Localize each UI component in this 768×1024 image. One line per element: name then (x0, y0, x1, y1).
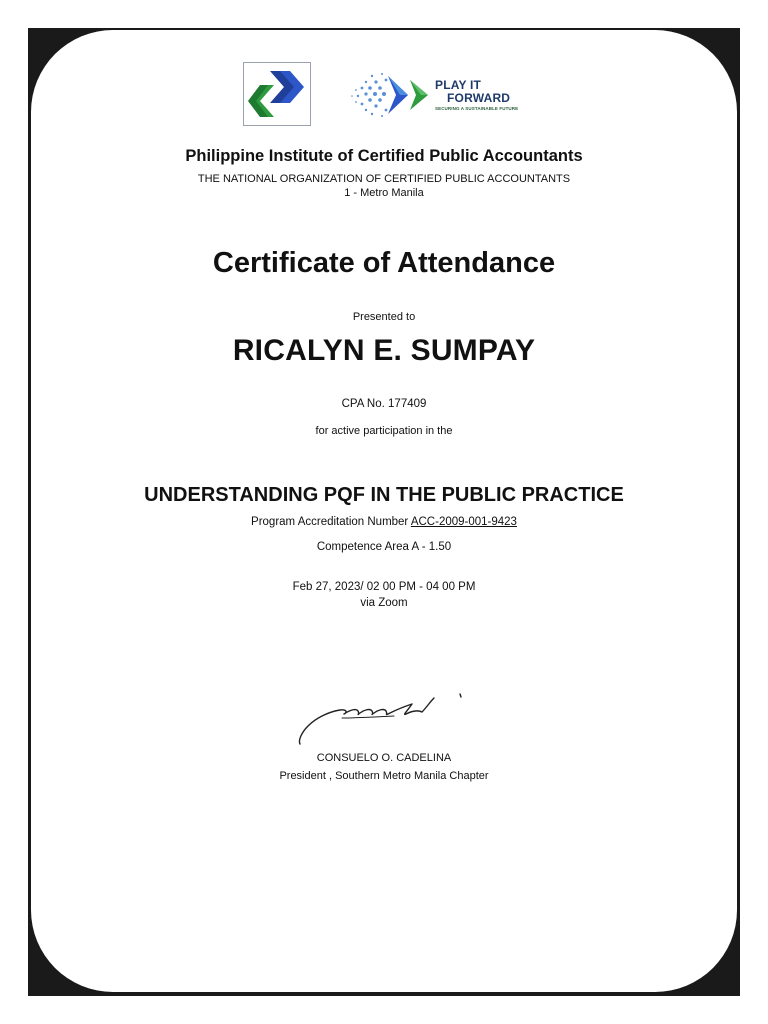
play-it-forward-line1: PLAY IT (435, 78, 482, 92)
certificate-title: Certificate of Attendance (212, 247, 556, 279)
program-title: UNDERSTANDING PQF IN THE PUBLIC PRACTICE (144, 484, 624, 506)
participation-text: for active participation in the (315, 425, 453, 437)
accreditation-line (0, 516, 768, 528)
signatory-name: CONSUELO O. CADELINA (316, 752, 452, 764)
competence-area: Competence Area A - 1.50 (316, 541, 452, 553)
accreditation-label: Program Accreditation Number (251, 516, 409, 528)
signature-image (294, 688, 468, 750)
program-venue: via Zoom (360, 597, 408, 609)
play-it-forward-tagline: SECURING A SUSTAINABLE FUTURE (435, 106, 519, 111)
organization-name: Philippine Institute of Certified Public Accountants (185, 147, 583, 165)
organization-region: 1 - Metro Manila (344, 187, 424, 199)
play-it-forward-line2: FORWARD (447, 91, 511, 105)
cpa-number: CPA No. 177409 (341, 398, 427, 410)
accreditation-number: ACC-2009-001-9423 (410, 516, 517, 528)
signatory-position: President , Southern Metro Manila Chapter (279, 770, 489, 782)
program-datetime: Feb 27, 2023/ 02 00 PM - 04 00 PM (292, 581, 476, 593)
chevron-logo-icon (244, 63, 310, 125)
organization-subtitle: THE NATIONAL ORGANIZATION OF CERTIFIED PUBLIC ACCOUNTANTS (197, 173, 571, 185)
presented-label: Presented to (352, 311, 416, 323)
recipient-name: RICALYN E. SUMPAY (232, 334, 536, 367)
picpa-logo (243, 62, 311, 126)
